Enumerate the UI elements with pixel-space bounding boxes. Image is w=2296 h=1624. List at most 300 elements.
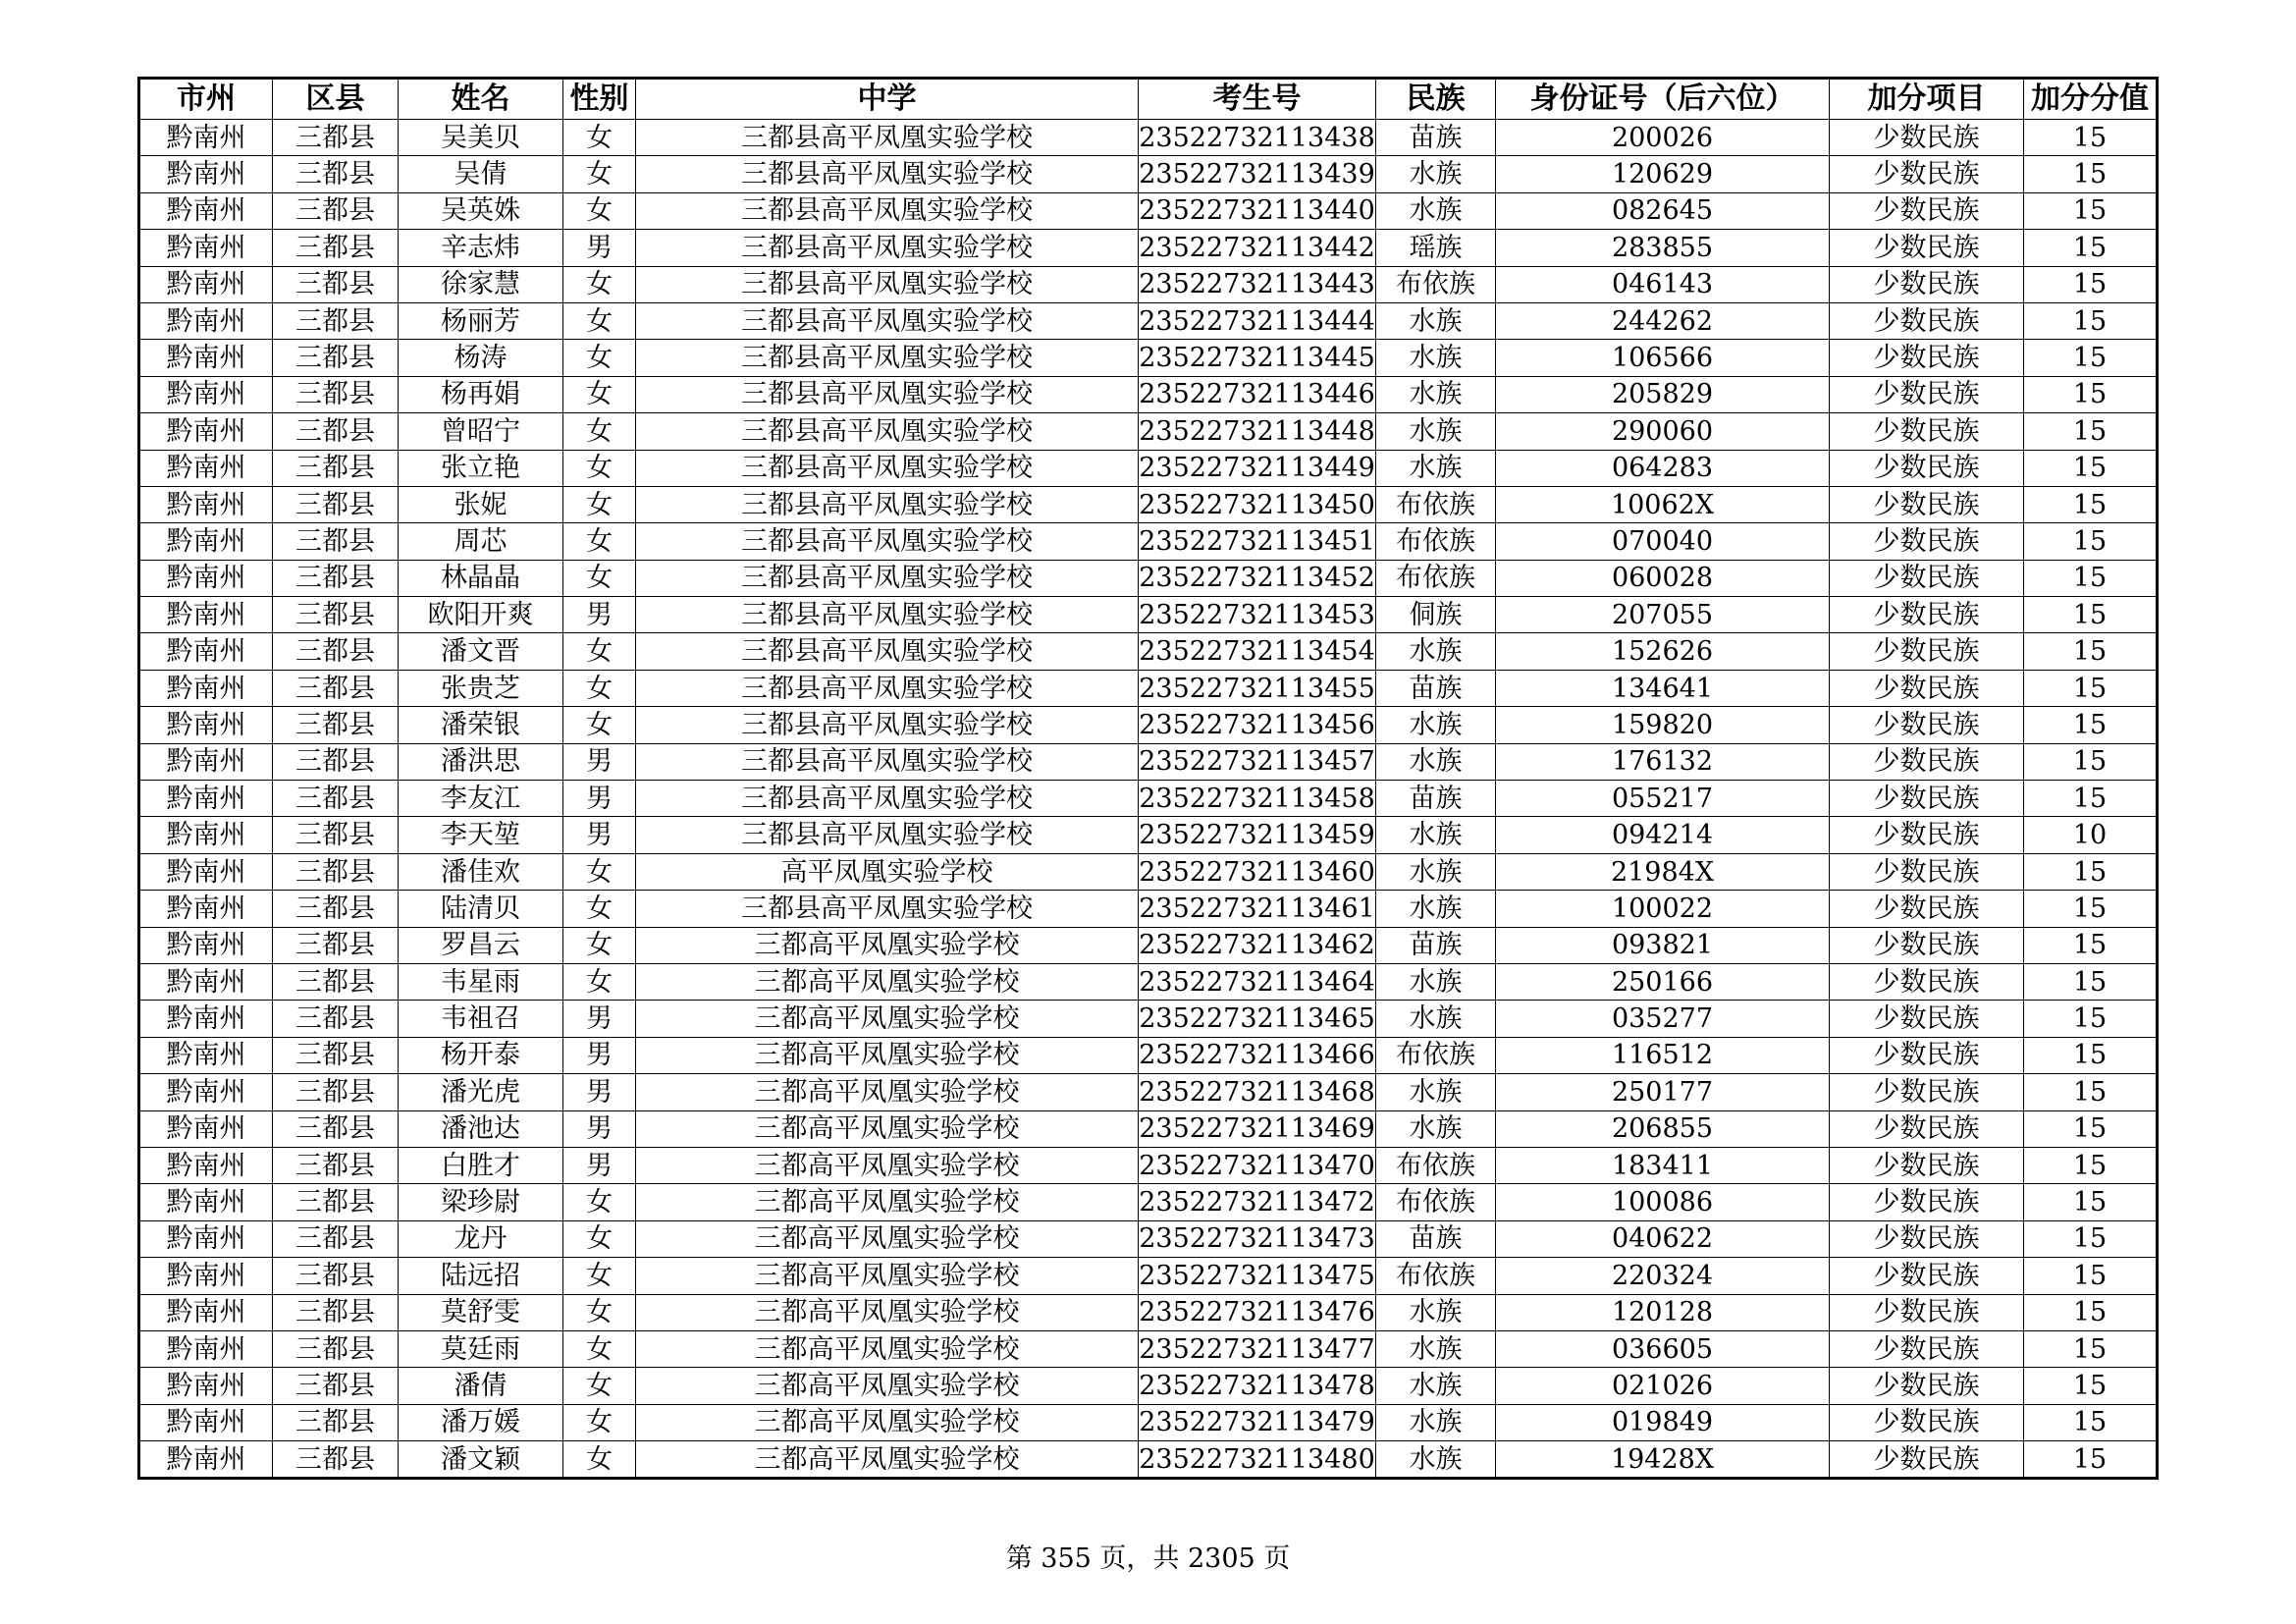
table-row bbox=[139, 1220, 2158, 1257]
cell-bonus-score: 15 bbox=[2024, 1441, 2158, 1479]
cell-school: 三都高平凤凰实验学校 bbox=[636, 1330, 1139, 1367]
cell-city: 黔南州 bbox=[139, 1330, 273, 1367]
column-header-county: 区县 bbox=[273, 79, 399, 120]
cell-county: 三都县 bbox=[273, 523, 399, 560]
cell-gender: 女 bbox=[563, 560, 636, 596]
cell-school: 三都高平凤凰实验学校 bbox=[636, 1001, 1139, 1037]
cell-name: 吴美贝 bbox=[399, 120, 563, 156]
cell-exam-no: 23522732113465 bbox=[1139, 1001, 1376, 1037]
table-row bbox=[139, 1110, 2158, 1147]
cell-county: 三都县 bbox=[273, 120, 399, 156]
cell-bonus-score: 15 bbox=[2024, 743, 2158, 780]
cell-city: 黔南州 bbox=[139, 1147, 273, 1183]
cell-school: 三都县高平凤凰实验学校 bbox=[636, 156, 1139, 192]
cell-bonus-item: 少数民族 bbox=[1830, 340, 2024, 376]
cell-id-suffix: 290060 bbox=[1496, 413, 1830, 450]
cell-bonus-item: 少数民族 bbox=[1830, 560, 2024, 596]
table-row bbox=[139, 486, 2158, 522]
table-row bbox=[139, 670, 2158, 706]
table-row bbox=[139, 1368, 2158, 1404]
cell-bonus-item: 少数民族 bbox=[1830, 781, 2024, 817]
cell-gender: 男 bbox=[563, 743, 636, 780]
cell-ethnicity: 布依族 bbox=[1376, 560, 1496, 596]
table-row bbox=[139, 1258, 2158, 1294]
cell-ethnicity: 水族 bbox=[1376, 376, 1496, 412]
table-row bbox=[139, 560, 2158, 596]
cell-id-suffix: 250177 bbox=[1496, 1074, 1830, 1110]
cell-gender: 女 bbox=[563, 156, 636, 192]
cell-county: 三都县 bbox=[273, 633, 399, 670]
cell-bonus-score: 15 bbox=[2024, 633, 2158, 670]
cell-gender: 女 bbox=[563, 1258, 636, 1294]
cell-bonus-item: 少数民族 bbox=[1830, 486, 2024, 522]
cell-name: 潘洪思 bbox=[399, 743, 563, 780]
cell-exam-no: 23522732113452 bbox=[1139, 560, 1376, 596]
cell-gender: 女 bbox=[563, 1294, 636, 1330]
cell-school: 三都县高平凤凰实验学校 bbox=[636, 633, 1139, 670]
cell-county: 三都县 bbox=[273, 156, 399, 192]
cell-gender: 女 bbox=[563, 927, 636, 963]
cell-bonus-item: 少数民族 bbox=[1830, 633, 2024, 670]
cell-school: 三都高平凤凰实验学校 bbox=[636, 1037, 1139, 1073]
cell-school: 三都县高平凤凰实验学校 bbox=[636, 891, 1139, 927]
cell-bonus-score: 15 bbox=[2024, 1110, 2158, 1147]
cell-ethnicity: 水族 bbox=[1376, 817, 1496, 853]
cell-exam-no: 23522732113468 bbox=[1139, 1074, 1376, 1110]
cell-city: 黔南州 bbox=[139, 1294, 273, 1330]
cell-bonus-item: 少数民族 bbox=[1830, 266, 2024, 302]
cell-bonus-score: 15 bbox=[2024, 156, 2158, 192]
cell-id-suffix: 250166 bbox=[1496, 963, 1830, 1000]
cell-gender: 女 bbox=[563, 192, 636, 229]
cell-exam-no: 23522732113477 bbox=[1139, 1330, 1376, 1367]
cell-bonus-item: 少数民族 bbox=[1830, 891, 2024, 927]
cell-id-suffix: 100086 bbox=[1496, 1184, 1830, 1220]
cell-gender: 女 bbox=[563, 963, 636, 1000]
cell-gender: 女 bbox=[563, 413, 636, 450]
cell-bonus-item: 少数民族 bbox=[1830, 1074, 2024, 1110]
cell-exam-no: 23522732113460 bbox=[1139, 853, 1376, 890]
cell-city: 黔南州 bbox=[139, 523, 273, 560]
cell-ethnicity: 水族 bbox=[1376, 1001, 1496, 1037]
cell-id-suffix: 093821 bbox=[1496, 927, 1830, 963]
cell-school: 三都高平凤凰实验学校 bbox=[636, 1404, 1139, 1440]
cell-exam-no: 23522732113438 bbox=[1139, 120, 1376, 156]
cell-ethnicity: 侗族 bbox=[1376, 597, 1496, 633]
cell-county: 三都县 bbox=[273, 1001, 399, 1037]
cell-bonus-item: 少数民族 bbox=[1830, 1001, 2024, 1037]
cell-exam-no: 23522732113439 bbox=[1139, 156, 1376, 192]
cell-city: 黔南州 bbox=[139, 781, 273, 817]
cell-bonus-score: 15 bbox=[2024, 781, 2158, 817]
column-header-city: 市州 bbox=[139, 79, 273, 120]
cell-bonus-score: 15 bbox=[2024, 597, 2158, 633]
column-header-school: 中学 bbox=[636, 79, 1139, 120]
cell-ethnicity: 水族 bbox=[1376, 340, 1496, 376]
cell-bonus-score: 15 bbox=[2024, 1074, 2158, 1110]
cell-gender: 女 bbox=[563, 891, 636, 927]
cell-ethnicity: 水族 bbox=[1376, 450, 1496, 486]
cell-bonus-score: 15 bbox=[2024, 120, 2158, 156]
cell-id-suffix: 220324 bbox=[1496, 1258, 1830, 1294]
cell-bonus-item: 少数民族 bbox=[1830, 1037, 2024, 1073]
cell-exam-no: 23522732113449 bbox=[1139, 450, 1376, 486]
cell-ethnicity: 水族 bbox=[1376, 1330, 1496, 1367]
cell-bonus-score: 15 bbox=[2024, 266, 2158, 302]
table-body bbox=[139, 120, 2158, 1479]
cell-id-suffix: 19428X bbox=[1496, 1441, 1830, 1479]
cell-bonus-item: 少数民族 bbox=[1830, 670, 2024, 706]
cell-id-suffix: 035277 bbox=[1496, 1001, 1830, 1037]
cell-bonus-item: 少数民族 bbox=[1830, 853, 2024, 890]
cell-id-suffix: 183411 bbox=[1496, 1147, 1830, 1183]
cell-name: 韦祖召 bbox=[399, 1001, 563, 1037]
cell-school: 三都县高平凤凰实验学校 bbox=[636, 376, 1139, 412]
cell-city: 黔南州 bbox=[139, 597, 273, 633]
cell-exam-no: 23522732113479 bbox=[1139, 1404, 1376, 1440]
cell-school: 三都县高平凤凰实验学校 bbox=[636, 743, 1139, 780]
cell-exam-no: 23522732113475 bbox=[1139, 1258, 1376, 1294]
cell-county: 三都县 bbox=[273, 1258, 399, 1294]
cell-ethnicity: 水族 bbox=[1376, 1404, 1496, 1440]
cell-exam-no: 23522732113480 bbox=[1139, 1441, 1376, 1479]
cell-school: 三都县高平凤凰实验学校 bbox=[636, 560, 1139, 596]
cell-bonus-item: 少数民族 bbox=[1830, 707, 2024, 743]
cell-gender: 女 bbox=[563, 450, 636, 486]
cell-bonus-item: 少数民族 bbox=[1830, 1441, 2024, 1479]
cell-name: 张贵芝 bbox=[399, 670, 563, 706]
cell-gender: 女 bbox=[563, 1368, 636, 1404]
cell-county: 三都县 bbox=[273, 670, 399, 706]
cell-exam-no: 23522732113462 bbox=[1139, 927, 1376, 963]
header-row bbox=[139, 79, 2158, 120]
cell-school: 三都县高平凤凰实验学校 bbox=[636, 192, 1139, 229]
cell-county: 三都县 bbox=[273, 1368, 399, 1404]
table-row bbox=[139, 413, 2158, 450]
cell-name: 罗昌云 bbox=[399, 927, 563, 963]
cell-bonus-item: 少数民族 bbox=[1830, 597, 2024, 633]
cell-id-suffix: 036605 bbox=[1496, 1330, 1830, 1367]
cell-ethnicity: 水族 bbox=[1376, 891, 1496, 927]
cell-name: 徐家慧 bbox=[399, 266, 563, 302]
cell-name: 曾昭宁 bbox=[399, 413, 563, 450]
cell-id-suffix: 021026 bbox=[1496, 1368, 1830, 1404]
cell-ethnicity: 水族 bbox=[1376, 963, 1496, 1000]
cell-school: 三都县高平凤凰实验学校 bbox=[636, 670, 1139, 706]
cell-gender: 男 bbox=[563, 1110, 636, 1147]
table-row bbox=[139, 1294, 2158, 1330]
cell-ethnicity: 水族 bbox=[1376, 633, 1496, 670]
cell-ethnicity: 布依族 bbox=[1376, 266, 1496, 302]
cell-county: 三都县 bbox=[273, 1220, 399, 1257]
cell-bonus-score: 15 bbox=[2024, 1037, 2158, 1073]
cell-exam-no: 23522732113446 bbox=[1139, 376, 1376, 412]
cell-bonus-score: 15 bbox=[2024, 302, 2158, 339]
cell-name: 潘万媛 bbox=[399, 1404, 563, 1440]
cell-name: 潘光虎 bbox=[399, 1074, 563, 1110]
cell-bonus-item: 少数民族 bbox=[1830, 120, 2024, 156]
cell-county: 三都县 bbox=[273, 597, 399, 633]
cell-bonus-score: 15 bbox=[2024, 1368, 2158, 1404]
table-row bbox=[139, 1037, 2158, 1073]
cell-gender: 女 bbox=[563, 633, 636, 670]
table-row bbox=[139, 1404, 2158, 1440]
table-row bbox=[139, 1001, 2158, 1037]
cell-bonus-score: 15 bbox=[2024, 1330, 2158, 1367]
cell-county: 三都县 bbox=[273, 1074, 399, 1110]
cell-id-suffix: 055217 bbox=[1496, 781, 1830, 817]
cell-bonus-score: 15 bbox=[2024, 707, 2158, 743]
cell-id-suffix: 159820 bbox=[1496, 707, 1830, 743]
table-row bbox=[139, 376, 2158, 412]
cell-bonus-score: 15 bbox=[2024, 1147, 2158, 1183]
cell-city: 黔南州 bbox=[139, 817, 273, 853]
cell-bonus-item: 少数民族 bbox=[1830, 450, 2024, 486]
cell-county: 三都县 bbox=[273, 486, 399, 522]
cell-ethnicity: 苗族 bbox=[1376, 670, 1496, 706]
cell-ethnicity: 苗族 bbox=[1376, 120, 1496, 156]
cell-id-suffix: 205829 bbox=[1496, 376, 1830, 412]
cell-ethnicity: 水族 bbox=[1376, 1110, 1496, 1147]
cell-id-suffix: 019849 bbox=[1496, 1404, 1830, 1440]
cell-school: 三都县高平凤凰实验学校 bbox=[636, 781, 1139, 817]
cell-bonus-item: 少数民族 bbox=[1830, 817, 2024, 853]
cell-county: 三都县 bbox=[273, 376, 399, 412]
cell-gender: 女 bbox=[563, 853, 636, 890]
cell-city: 黔南州 bbox=[139, 1220, 273, 1257]
cell-county: 三都县 bbox=[273, 450, 399, 486]
cell-city: 黔南州 bbox=[139, 340, 273, 376]
cell-ethnicity: 苗族 bbox=[1376, 927, 1496, 963]
cell-name: 张妮 bbox=[399, 486, 563, 522]
cell-name: 潘倩 bbox=[399, 1368, 563, 1404]
cell-city: 黔南州 bbox=[139, 1368, 273, 1404]
cell-bonus-item: 少数民族 bbox=[1830, 1404, 2024, 1440]
cell-ethnicity: 瑶族 bbox=[1376, 230, 1496, 266]
cell-name: 吴倩 bbox=[399, 156, 563, 192]
cell-name: 潘文颖 bbox=[399, 1441, 563, 1479]
cell-ethnicity: 水族 bbox=[1376, 743, 1496, 780]
cell-id-suffix: 106566 bbox=[1496, 340, 1830, 376]
cell-city: 黔南州 bbox=[139, 302, 273, 339]
cell-bonus-score: 15 bbox=[2024, 230, 2158, 266]
cell-school: 三都县高平凤凰实验学校 bbox=[636, 523, 1139, 560]
cell-bonus-item: 少数民族 bbox=[1830, 963, 2024, 1000]
cell-bonus-score: 15 bbox=[2024, 413, 2158, 450]
cell-bonus-item: 少数民族 bbox=[1830, 523, 2024, 560]
cell-bonus-item: 少数民族 bbox=[1830, 413, 2024, 450]
cell-name: 潘佳欢 bbox=[399, 853, 563, 890]
cell-exam-no: 23522732113469 bbox=[1139, 1110, 1376, 1147]
cell-ethnicity: 布依族 bbox=[1376, 486, 1496, 522]
cell-name: 梁珍尉 bbox=[399, 1184, 563, 1220]
column-header-bonus-score: 加分分值 bbox=[2024, 79, 2158, 120]
cell-exam-no: 23522732113453 bbox=[1139, 597, 1376, 633]
table-row bbox=[139, 1147, 2158, 1183]
cell-city: 黔南州 bbox=[139, 707, 273, 743]
cell-id-suffix: 046143 bbox=[1496, 266, 1830, 302]
cell-city: 黔南州 bbox=[139, 192, 273, 229]
cell-school: 三都高平凤凰实验学校 bbox=[636, 1110, 1139, 1147]
cell-city: 黔南州 bbox=[139, 963, 273, 1000]
cell-id-suffix: 176132 bbox=[1496, 743, 1830, 780]
cell-county: 三都县 bbox=[273, 192, 399, 229]
cell-city: 黔南州 bbox=[139, 1441, 273, 1479]
cell-county: 三都县 bbox=[273, 781, 399, 817]
cell-gender: 女 bbox=[563, 707, 636, 743]
cell-id-suffix: 064283 bbox=[1496, 450, 1830, 486]
cell-id-suffix: 070040 bbox=[1496, 523, 1830, 560]
cell-gender: 女 bbox=[563, 302, 636, 339]
cell-id-suffix: 206855 bbox=[1496, 1110, 1830, 1147]
cell-city: 黔南州 bbox=[139, 891, 273, 927]
table-row bbox=[139, 450, 2158, 486]
cell-city: 黔南州 bbox=[139, 1037, 273, 1073]
cell-city: 黔南州 bbox=[139, 1404, 273, 1440]
cell-id-suffix: 283855 bbox=[1496, 230, 1830, 266]
cell-bonus-score: 15 bbox=[2024, 486, 2158, 522]
cell-city: 黔南州 bbox=[139, 853, 273, 890]
cell-bonus-score: 15 bbox=[2024, 853, 2158, 890]
cell-name: 白胜才 bbox=[399, 1147, 563, 1183]
cell-school: 三都高平凤凰实验学校 bbox=[636, 1368, 1139, 1404]
cell-exam-no: 23522732113457 bbox=[1139, 743, 1376, 780]
table-row bbox=[139, 633, 2158, 670]
cell-id-suffix: 10062X bbox=[1496, 486, 1830, 522]
cell-bonus-score: 15 bbox=[2024, 963, 2158, 1000]
cell-gender: 女 bbox=[563, 266, 636, 302]
cell-bonus-score: 15 bbox=[2024, 560, 2158, 596]
cell-exam-no: 23522732113456 bbox=[1139, 707, 1376, 743]
cell-county: 三都县 bbox=[273, 817, 399, 853]
column-header-bonus-item: 加分项目 bbox=[1830, 79, 2024, 120]
cell-county: 三都县 bbox=[273, 1184, 399, 1220]
cell-bonus-score: 10 bbox=[2024, 817, 2158, 853]
cell-id-suffix: 094214 bbox=[1496, 817, 1830, 853]
cell-ethnicity: 苗族 bbox=[1376, 1220, 1496, 1257]
table-row bbox=[139, 156, 2158, 192]
cell-school: 三都高平凤凰实验学校 bbox=[636, 1294, 1139, 1330]
cell-school: 三都县高平凤凰实验学校 bbox=[636, 450, 1139, 486]
cell-bonus-item: 少数民族 bbox=[1830, 1330, 2024, 1367]
table-row bbox=[139, 1184, 2158, 1220]
cell-bonus-item: 少数民族 bbox=[1830, 376, 2024, 412]
cell-name: 辛志炜 bbox=[399, 230, 563, 266]
cell-gender: 男 bbox=[563, 597, 636, 633]
cell-exam-no: 23522732113472 bbox=[1139, 1184, 1376, 1220]
table-row bbox=[139, 1330, 2158, 1367]
cell-bonus-item: 少数民族 bbox=[1830, 1184, 2024, 1220]
cell-ethnicity: 水族 bbox=[1376, 192, 1496, 229]
table-row bbox=[139, 781, 2158, 817]
cell-name: 杨涛 bbox=[399, 340, 563, 376]
cell-school: 三都高平凤凰实验学校 bbox=[636, 1441, 1139, 1479]
cell-city: 黔南州 bbox=[139, 230, 273, 266]
cell-gender: 女 bbox=[563, 1404, 636, 1440]
cell-gender: 女 bbox=[563, 376, 636, 412]
cell-gender: 男 bbox=[563, 1001, 636, 1037]
cell-school: 三都县高平凤凰实验学校 bbox=[636, 486, 1139, 522]
cell-ethnicity: 布依族 bbox=[1376, 1184, 1496, 1220]
cell-name: 吴英姝 bbox=[399, 192, 563, 229]
cell-name: 陆远招 bbox=[399, 1258, 563, 1294]
cell-id-suffix: 120128 bbox=[1496, 1294, 1830, 1330]
table-row bbox=[139, 523, 2158, 560]
cell-ethnicity: 布依族 bbox=[1376, 1147, 1496, 1183]
cell-school: 三都高平凤凰实验学校 bbox=[636, 1220, 1139, 1257]
cell-id-suffix: 100022 bbox=[1496, 891, 1830, 927]
table-row bbox=[139, 192, 2158, 229]
cell-bonus-item: 少数民族 bbox=[1830, 192, 2024, 229]
cell-exam-no: 23522732113444 bbox=[1139, 302, 1376, 339]
cell-gender: 男 bbox=[563, 1037, 636, 1073]
cell-name: 莫廷雨 bbox=[399, 1330, 563, 1367]
table-row bbox=[139, 927, 2158, 963]
cell-school: 三都县高平凤凰实验学校 bbox=[636, 340, 1139, 376]
table-row bbox=[139, 891, 2158, 927]
cell-id-suffix: 040622 bbox=[1496, 1220, 1830, 1257]
cell-school: 三都县高平凤凰实验学校 bbox=[636, 230, 1139, 266]
table-row bbox=[139, 707, 2158, 743]
column-header-name: 姓名 bbox=[399, 79, 563, 120]
cell-gender: 男 bbox=[563, 1147, 636, 1183]
cell-name: 潘池达 bbox=[399, 1110, 563, 1147]
cell-exam-no: 23522732113440 bbox=[1139, 192, 1376, 229]
cell-school: 三都高平凤凰实验学校 bbox=[636, 927, 1139, 963]
cell-id-suffix: 152626 bbox=[1496, 633, 1830, 670]
cell-bonus-item: 少数民族 bbox=[1830, 156, 2024, 192]
cell-bonus-score: 15 bbox=[2024, 192, 2158, 229]
cell-name: 杨再娟 bbox=[399, 376, 563, 412]
cell-exam-no: 23522732113445 bbox=[1139, 340, 1376, 376]
table-row bbox=[139, 817, 2158, 853]
cell-exam-no: 23522732113478 bbox=[1139, 1368, 1376, 1404]
cell-name: 莫舒雯 bbox=[399, 1294, 563, 1330]
cell-county: 三都县 bbox=[273, 1330, 399, 1367]
cell-name: 龙丹 bbox=[399, 1220, 563, 1257]
cell-name: 潘文晋 bbox=[399, 633, 563, 670]
cell-county: 三都县 bbox=[273, 1294, 399, 1330]
table-row bbox=[139, 853, 2158, 890]
cell-gender: 男 bbox=[563, 1074, 636, 1110]
column-header-exam-no: 考生号 bbox=[1139, 79, 1376, 120]
cell-bonus-score: 15 bbox=[2024, 1258, 2158, 1294]
cell-bonus-score: 15 bbox=[2024, 1294, 2158, 1330]
cell-exam-no: 23522732113476 bbox=[1139, 1294, 1376, 1330]
cell-city: 黔南州 bbox=[139, 486, 273, 522]
cell-name: 陆清贝 bbox=[399, 891, 563, 927]
cell-gender: 女 bbox=[563, 1441, 636, 1479]
cell-city: 黔南州 bbox=[139, 670, 273, 706]
cell-county: 三都县 bbox=[273, 1147, 399, 1183]
column-header-ethnicity: 民族 bbox=[1376, 79, 1496, 120]
cell-bonus-item: 少数民族 bbox=[1830, 1294, 2024, 1330]
cell-exam-no: 23522732113473 bbox=[1139, 1220, 1376, 1257]
cell-county: 三都县 bbox=[273, 302, 399, 339]
cell-exam-no: 23522732113466 bbox=[1139, 1037, 1376, 1073]
cell-county: 三都县 bbox=[273, 1441, 399, 1479]
cell-ethnicity: 水族 bbox=[1376, 413, 1496, 450]
cell-exam-no: 23522732113458 bbox=[1139, 781, 1376, 817]
cell-county: 三都县 bbox=[273, 853, 399, 890]
cell-id-suffix: 060028 bbox=[1496, 560, 1830, 596]
cell-exam-no: 23522732113461 bbox=[1139, 891, 1376, 927]
cell-ethnicity: 水族 bbox=[1376, 1074, 1496, 1110]
cell-city: 黔南州 bbox=[139, 1001, 273, 1037]
cell-county: 三都县 bbox=[273, 743, 399, 780]
cell-exam-no: 23522732113450 bbox=[1139, 486, 1376, 522]
cell-bonus-item: 少数民族 bbox=[1830, 1220, 2024, 1257]
